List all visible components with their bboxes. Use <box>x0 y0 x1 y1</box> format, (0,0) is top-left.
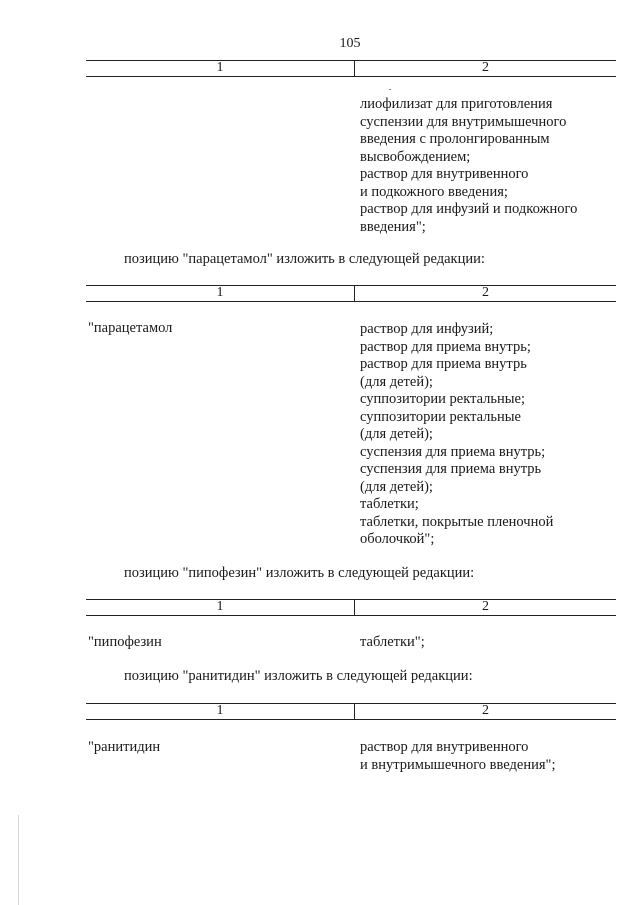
dosage-form: (для детей); <box>360 373 433 390</box>
dosage-form: суспензии для внутримышечного <box>360 113 567 130</box>
dosage-form: суппозитории ректальные <box>360 408 521 425</box>
table-header <box>86 285 616 302</box>
dosage-form: высвобождением; <box>360 148 471 165</box>
instruction-paragraph: позицию "парацетамол" изложить в следующей редакции: <box>124 251 485 267</box>
rule <box>86 615 616 616</box>
rule <box>86 719 616 720</box>
table-header <box>86 703 616 720</box>
column-header-1: 1 <box>216 285 224 300</box>
column-header-1: 1 <box>216 599 224 614</box>
column-header-2: 2 <box>482 60 489 75</box>
drug-name: "парацетамол <box>88 320 173 336</box>
column-header-2: 2 <box>482 599 489 614</box>
page-number: 105 <box>339 36 361 51</box>
table-header <box>86 599 616 616</box>
drug-name: "ранитидин <box>88 739 161 755</box>
rule <box>86 76 616 77</box>
dosage-form: таблетки"; <box>360 634 425 650</box>
dosage-form: таблетки; <box>360 496 419 512</box>
rule <box>86 301 616 302</box>
dosage-form: таблетки, покрытые пленочной <box>360 513 554 530</box>
column-header-2: 2 <box>482 285 489 300</box>
dosage-form: введения"; <box>360 218 426 235</box>
dosage-form: раствор для приема внутрь <box>360 356 527 372</box>
dosage-forms-list <box>360 321 553 549</box>
dosage-form: раствор для инфузий; <box>360 321 494 337</box>
dosage-form: суппозитории ректальные; <box>360 391 525 407</box>
dosage-form: (для детей); <box>360 478 433 495</box>
dosage-form: лиофилизат для приготовления <box>360 96 553 112</box>
dosage-form: раствор для приема внутрь; <box>360 338 531 355</box>
dosage-form: суспензия для приема внутрь; <box>360 443 546 460</box>
scan-speck <box>389 89 391 90</box>
dosage-form: и подкожного введения; <box>360 183 508 200</box>
dosage-form: (для детей); <box>360 426 433 442</box>
column-header-2: 2 <box>482 703 489 718</box>
drug-name: "пипофезин <box>88 634 162 650</box>
dosage-forms-list <box>360 96 577 236</box>
column-header-1: 1 <box>216 60 224 75</box>
dosage-form: раствор для инфузий и подкожного <box>360 201 578 217</box>
column-header-1: 1 <box>216 703 224 718</box>
instruction-paragraph: позицию "ранитидин" изложить в следующей редакции: <box>124 668 473 684</box>
dosage-form: оболочкой"; <box>360 531 435 547</box>
dosage-form: суспензия для приема внутрь <box>360 461 542 477</box>
dosage-form: раствор для внутривенного <box>360 166 529 182</box>
table-header <box>86 60 616 77</box>
dosage-form: раствор для внутривенного <box>360 739 529 755</box>
dosage-form: и внутримышечного введения"; <box>360 756 556 773</box>
dosage-forms-list <box>360 739 556 774</box>
dosage-forms-list <box>360 634 425 652</box>
instruction-paragraph: позицию "пипофезин" изложить в следующей редакции: <box>124 565 475 581</box>
scan-edge-shadow <box>18 815 19 905</box>
dosage-form: введения с пролонгированным <box>360 131 550 147</box>
